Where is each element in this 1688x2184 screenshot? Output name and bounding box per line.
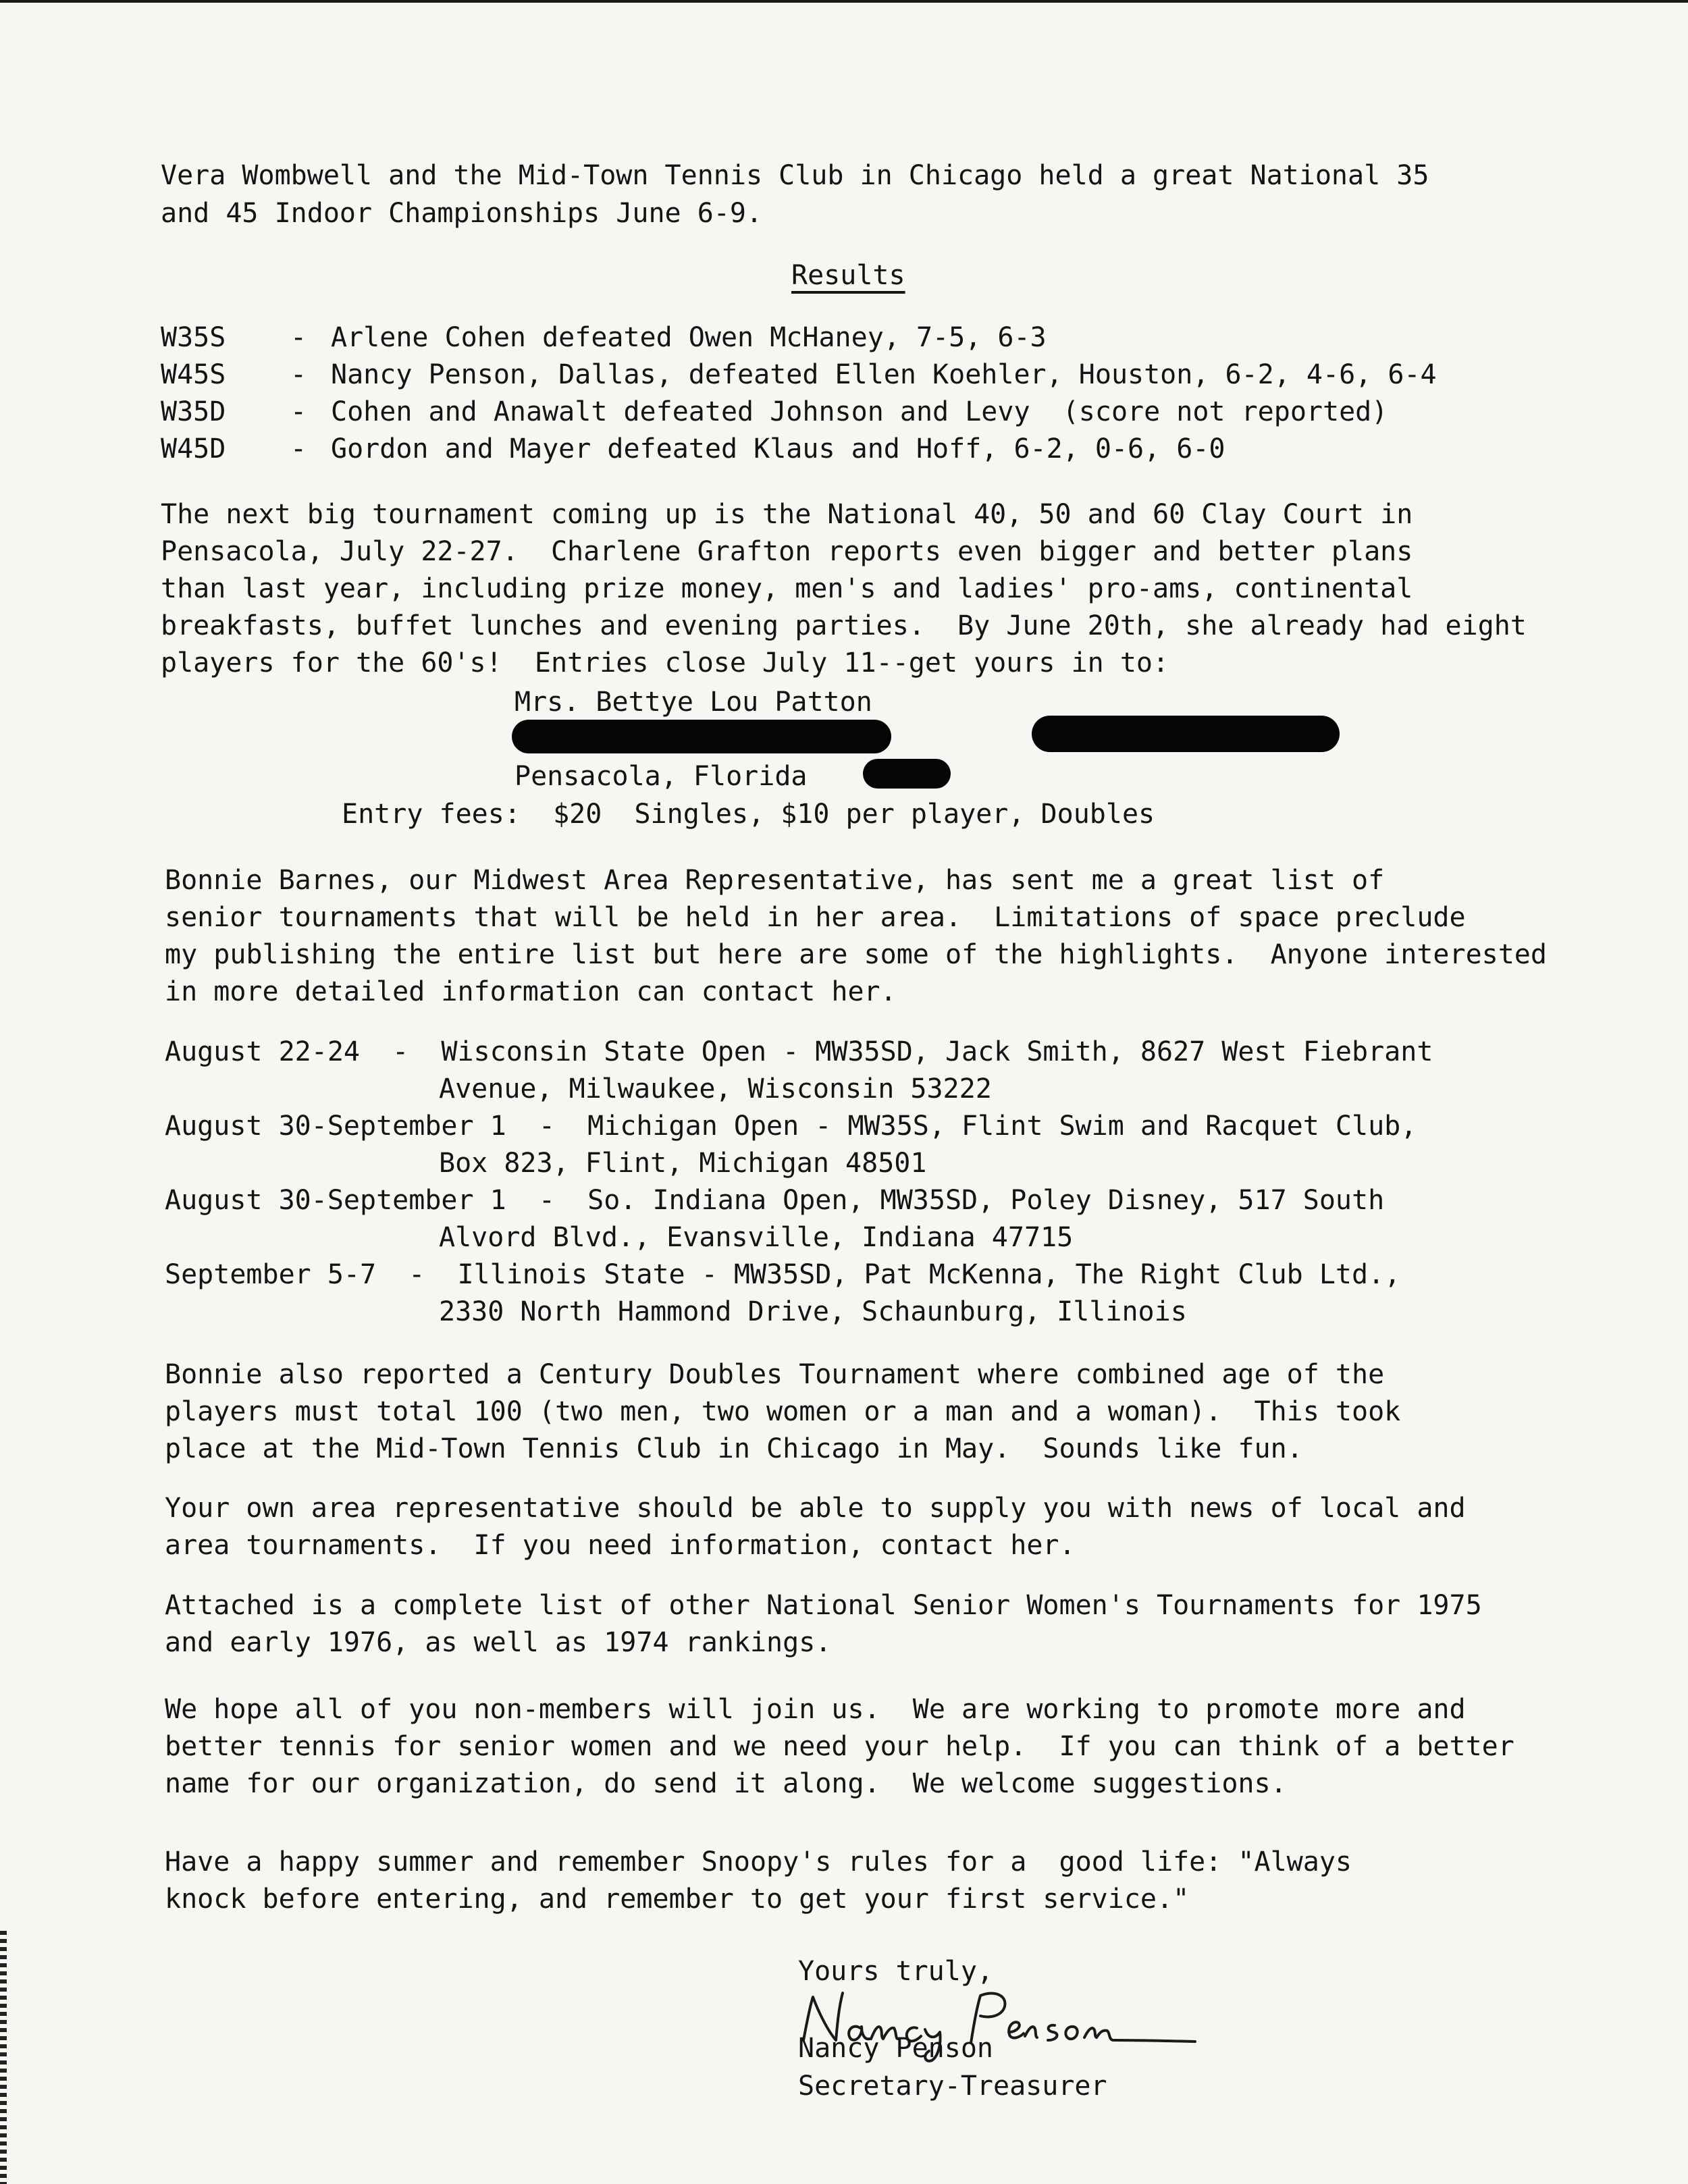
paragraph-line: Bonnie Barnes, our Midwest Area Representative, has sent me a great list of bbox=[165, 865, 1385, 896]
event-line: Avenue, Milwaukee, Wisconsin 53222 bbox=[439, 1073, 992, 1104]
paragraph-line: name for our organization, do send it along. We welcome suggestions. bbox=[165, 1768, 1287, 1799]
entry-fees: Entry fees: $20 Singles, $10 per player, Doubles bbox=[342, 799, 1155, 830]
result-dash: - bbox=[290, 396, 307, 427]
paragraph-line: senior tournaments that will be held in her area. Limitations of space preclude bbox=[165, 902, 1466, 933]
result-code: W45D bbox=[161, 433, 226, 464]
event-line: August 30-September 1 - So. Indiana Open, MW35SD, Poley Disney, 517 South bbox=[165, 1185, 1385, 1216]
redaction-bar bbox=[512, 720, 891, 753]
result-text: Nancy Penson, Dallas, defeated Ellen Koehler, Houston, 6-2, 4-6, 6-4 bbox=[331, 359, 1437, 390]
redaction-bar bbox=[1032, 716, 1340, 752]
top-border bbox=[0, 0, 1688, 3]
results-heading: Results bbox=[791, 260, 905, 291]
signer-title: Secretary-Treasurer bbox=[798, 2071, 1107, 2102]
paragraph-line: The next big tournament coming up is the National 40, 50 and 60 Clay Court in bbox=[161, 499, 1413, 530]
paragraph-line: Bonnie also reported a Century Doubles Tournament where combined age of the bbox=[165, 1359, 1385, 1390]
paragraph-line: area tournaments. If you need information, contact her. bbox=[165, 1530, 1076, 1561]
paragraph-line: better tennis for senior women and we need your help. If you can think of a better bbox=[165, 1731, 1514, 1762]
paragraph-line: my publishing the entire list but here are some of the highlights. Anyone interested bbox=[165, 939, 1547, 970]
paragraph-line: Have a happy summer and remember Snoopy's rules for a good life: "Always bbox=[165, 1846, 1352, 1877]
paragraph-line: players for the 60's! Entries close July 11--get yours in to: bbox=[161, 647, 1169, 678]
paragraph-line: breakfasts, buffet lunches and evening parties. By June 20th, she already had eight bbox=[161, 610, 1527, 641]
result-code: W35S bbox=[161, 322, 226, 353]
paragraph-line: than last year, including prize money, men's and ladies' pro-ams, continental bbox=[161, 573, 1413, 604]
result-dash: - bbox=[290, 433, 307, 464]
result-text: Arlene Cohen defeated Owen McHaney, 7-5, 6-3 bbox=[331, 322, 1047, 353]
redaction-bar bbox=[863, 759, 951, 789]
result-text: Cohen and Anawalt defeated Johnson and Levy (score not reported) bbox=[331, 396, 1388, 427]
paragraph-line: place at the Mid-Town Tennis Club in Chicago in May. Sounds like fun. bbox=[165, 1433, 1303, 1464]
event-line: Alvord Blvd., Evansville, Indiana 47715 bbox=[439, 1222, 1074, 1253]
signoff: Yours truly, bbox=[798, 1956, 993, 1987]
contact-name: Mrs. Bettye Lou Patton bbox=[515, 687, 872, 718]
paragraph-line: players must total 100 (two men, two women or a man and a woman). This took bbox=[165, 1396, 1401, 1427]
result-text: Gordon and Mayer defeated Klaus and Hoff, 6-2, 0-6, 6-0 bbox=[331, 433, 1225, 464]
result-code: W45S bbox=[161, 359, 226, 390]
event-line: September 5-7 - Illinois State - MW35SD, Pat McKenna, The Right Club Ltd., bbox=[165, 1259, 1401, 1290]
intro-line: Vera Wombwell and the Mid-Town Tennis Club in Chicago held a great National 35 bbox=[161, 160, 1429, 191]
paragraph-line: We hope all of you non-members will join us. We are working to promote more and bbox=[165, 1694, 1466, 1725]
event-line: Box 823, Flint, Michigan 48501 bbox=[439, 1148, 927, 1179]
result-dash: - bbox=[290, 359, 307, 390]
paragraph-line: Your own area representative should be able to supply you with news of local and bbox=[165, 1493, 1466, 1524]
result-code: W35D bbox=[161, 396, 226, 427]
paragraph-line: knock before entering, and remember to get your first service." bbox=[165, 1884, 1190, 1915]
paragraph-line: and early 1976, as well as 1974 rankings. bbox=[165, 1627, 832, 1658]
result-dash: - bbox=[290, 322, 307, 353]
scan-edge bbox=[0, 1931, 7, 2184]
paragraph-line: Pensacola, July 22-27. Charlene Grafton reports even bigger and better plans bbox=[161, 536, 1413, 567]
intro-line: and 45 Indoor Championships June 6-9. bbox=[161, 198, 763, 229]
signer-name: Nancy Penson bbox=[798, 2033, 993, 2064]
paragraph-line: Attached is a complete list of other National Senior Women's Tournaments for 1975 bbox=[165, 1590, 1482, 1621]
event-line: August 30-September 1 - Michigan Open - MW35S, Flint Swim and Racquet Club, bbox=[165, 1111, 1417, 1142]
contact-city: Pensacola, Florida bbox=[515, 761, 808, 792]
event-line: 2330 North Hammond Drive, Schaunburg, Illinois bbox=[439, 1296, 1187, 1327]
paragraph-line: in more detailed information can contact her. bbox=[165, 976, 897, 1007]
event-line: August 22-24 - Wisconsin State Open - MW35SD, Jack Smith, 8627 West Fiebrant bbox=[165, 1036, 1433, 1067]
